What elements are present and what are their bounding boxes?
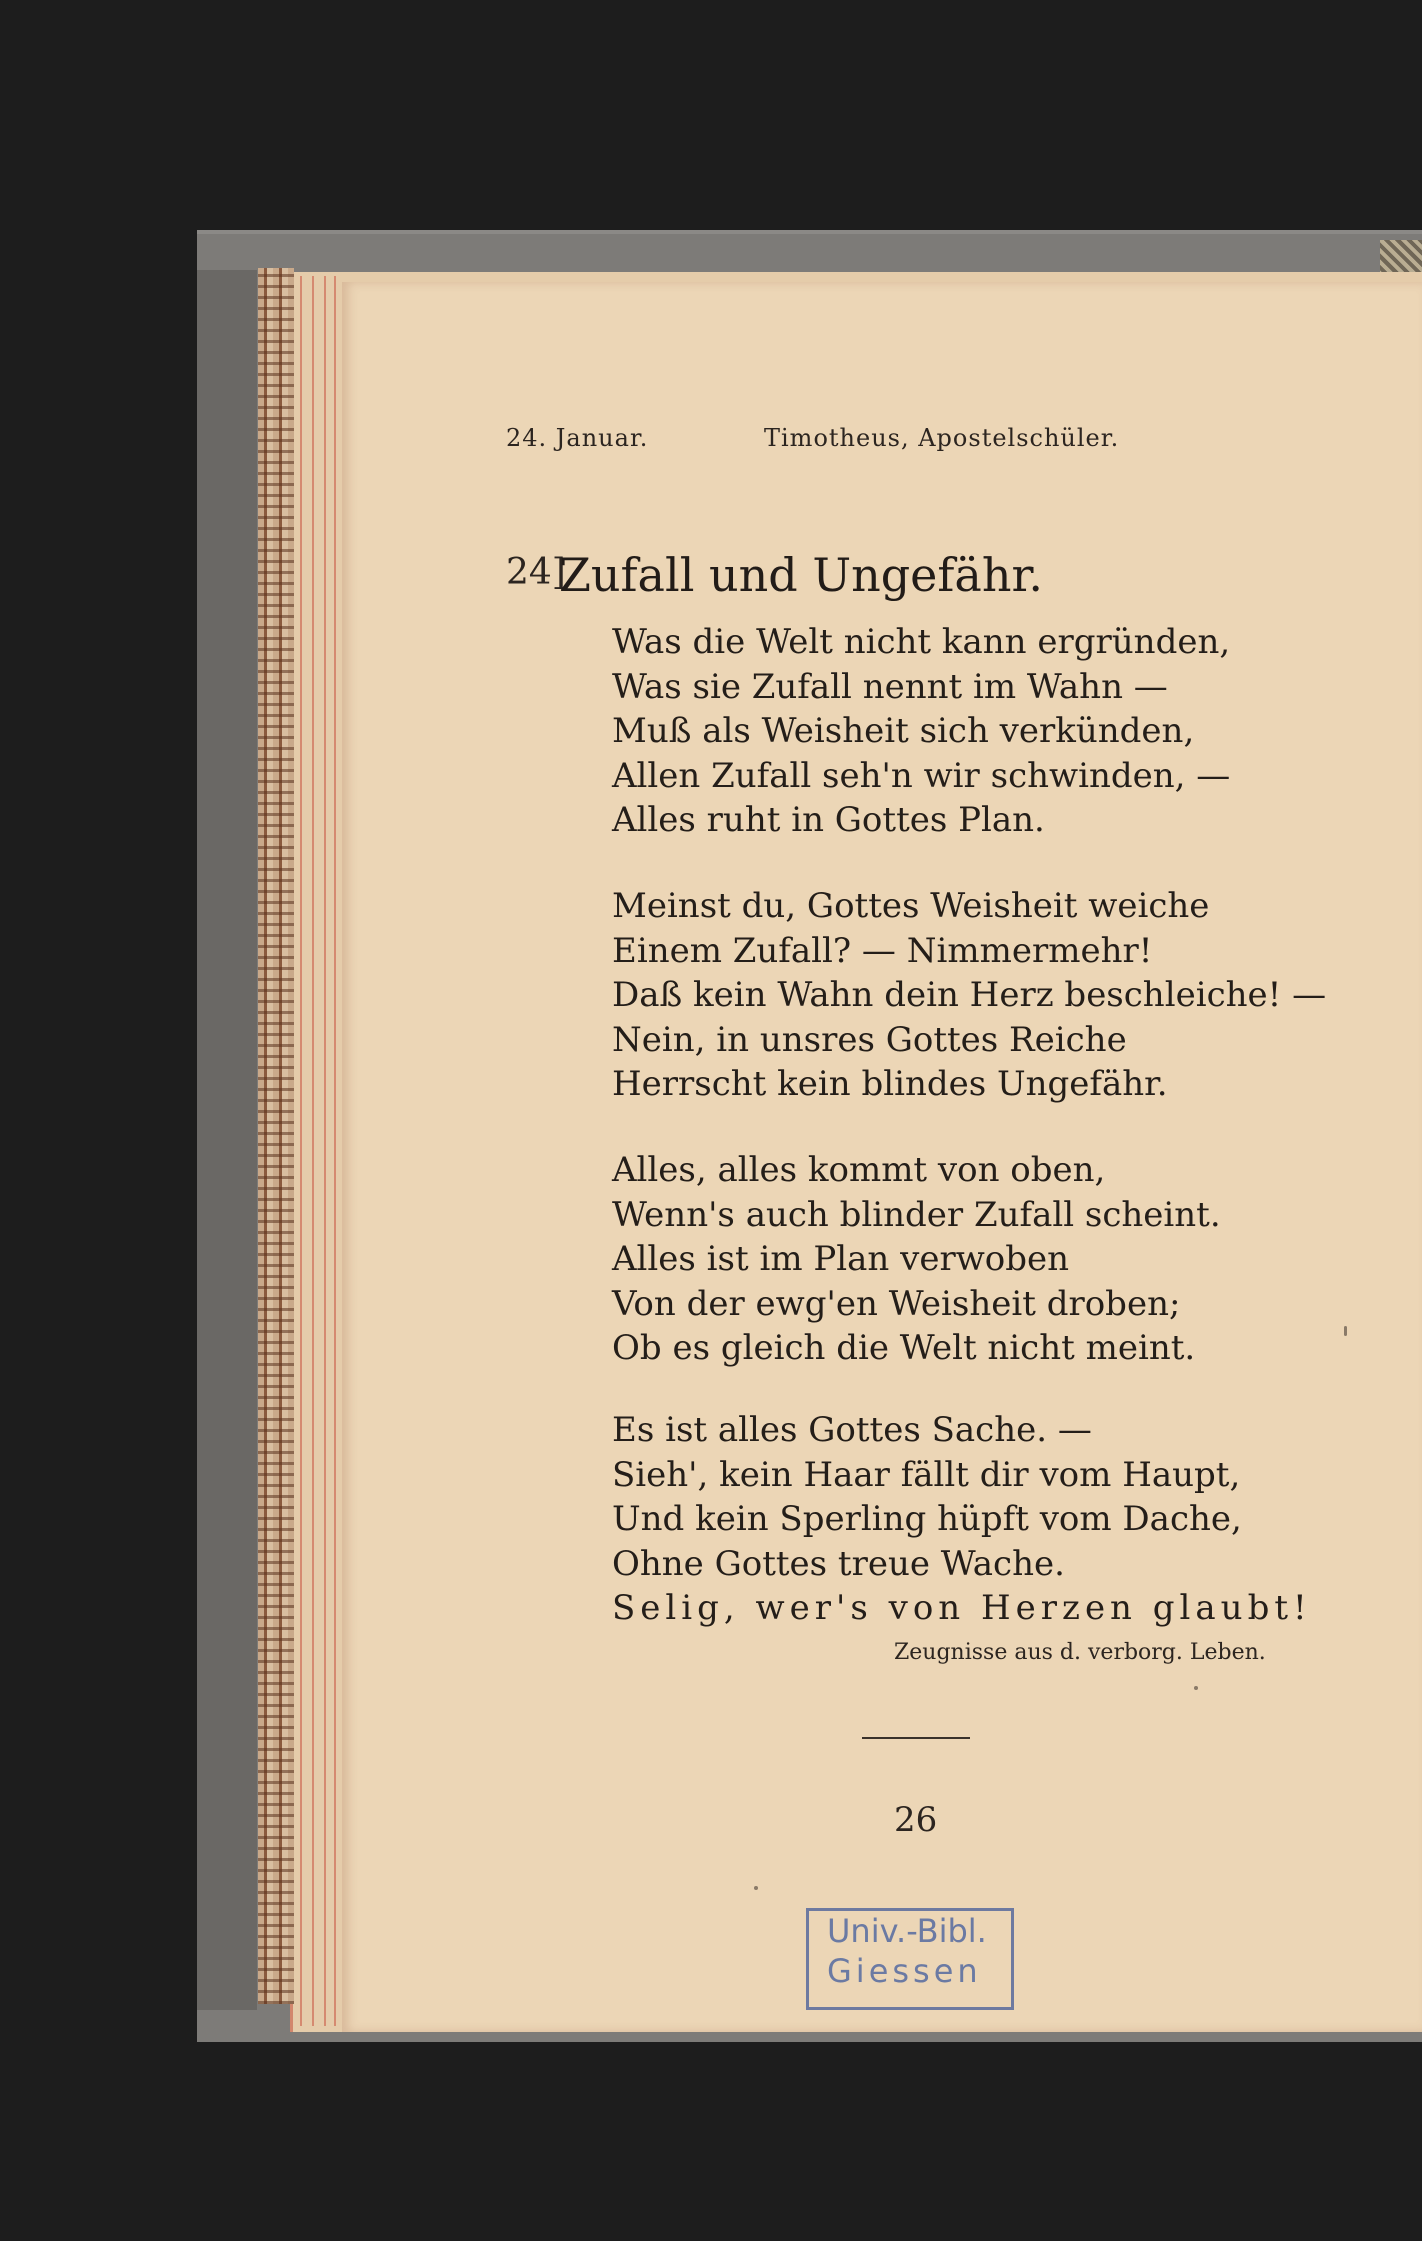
poem-title: Zufall und Ungefähr.	[558, 548, 1044, 602]
stamp-line-2: Giessen	[827, 1952, 982, 1990]
library-stamp	[806, 1908, 1014, 2010]
poem-line: Muß als Weisheit sich verkünden,	[612, 711, 1195, 752]
divider	[862, 1737, 970, 1739]
header-saint: Timotheus, Apostelschüler.	[764, 424, 1120, 452]
stanza-1	[612, 620, 1230, 843]
stanza-2	[612, 884, 1326, 1107]
poem-line: Selig, wer's von Herzen glaubt!	[612, 1588, 1312, 1629]
cover-shadow	[197, 270, 257, 2010]
leaf-edge	[300, 276, 302, 2026]
poem-line: Und kein Sperling hüpft vom Dache,	[612, 1499, 1242, 1540]
poem-line: Was die Welt nicht kann ergründen,	[612, 622, 1231, 662]
poem-line: Ohne Gottes treue Wache.	[612, 1543, 1065, 1584]
poem-line: Wenn's auch blinder Zufall scheint.	[612, 1194, 1221, 1235]
stamp-line-1: Univ.-Bibl.	[827, 1912, 987, 1950]
poem-line: Meinst du, Gottes Weisheit weiche	[612, 886, 1210, 926]
paper-speck	[754, 1886, 758, 1890]
stanza-3	[612, 1148, 1221, 1371]
poem-line: Alles, alles kommt von oben,	[612, 1150, 1106, 1190]
leaf-edge	[324, 276, 326, 2026]
poem-line: Es ist alles Gottes Sache. —	[612, 1410, 1092, 1450]
header-date: 24. Januar.	[506, 424, 649, 452]
source-attribution: Zeugnisse aus d. verborg. Leben.	[894, 1640, 1266, 1665]
stanza-4	[612, 1408, 1312, 1631]
paper-speck	[1344, 1326, 1347, 1336]
page-number: 26	[894, 1800, 938, 1840]
poem-line: Sieh', kein Haar fällt dir vom Haupt,	[612, 1454, 1241, 1495]
leaf-edge	[334, 276, 336, 2026]
poem-line: Einem Zufall? — Nimmermehr!	[612, 930, 1153, 971]
poem-line: Von der ewg'en Weisheit droben;	[612, 1283, 1181, 1324]
poem-line: Daß kein Wahn dein Herz beschleiche! —	[612, 975, 1327, 1016]
poem-line: Allen Zufall seh'n wir schwinden, —	[612, 755, 1231, 796]
paper-speck	[1194, 1686, 1198, 1690]
poem-line: Alles ist im Plan verwoben	[612, 1239, 1070, 1280]
poem-line: Ob es gleich die Welt nicht meint.	[612, 1328, 1196, 1369]
poem-line: Was sie Zufall nennt im Wahn —	[612, 666, 1168, 707]
leaf-edge	[312, 276, 314, 2026]
poem-line: Nein, in unsres Gottes Reiche	[612, 1019, 1127, 1060]
poem-line: Alles ruht in Gottes Plan.	[612, 800, 1045, 841]
marbled-edge	[258, 268, 294, 2004]
poem-line: Herrscht kein blindes Ungefähr.	[612, 1064, 1168, 1105]
entry-number: 24]	[506, 552, 566, 593]
